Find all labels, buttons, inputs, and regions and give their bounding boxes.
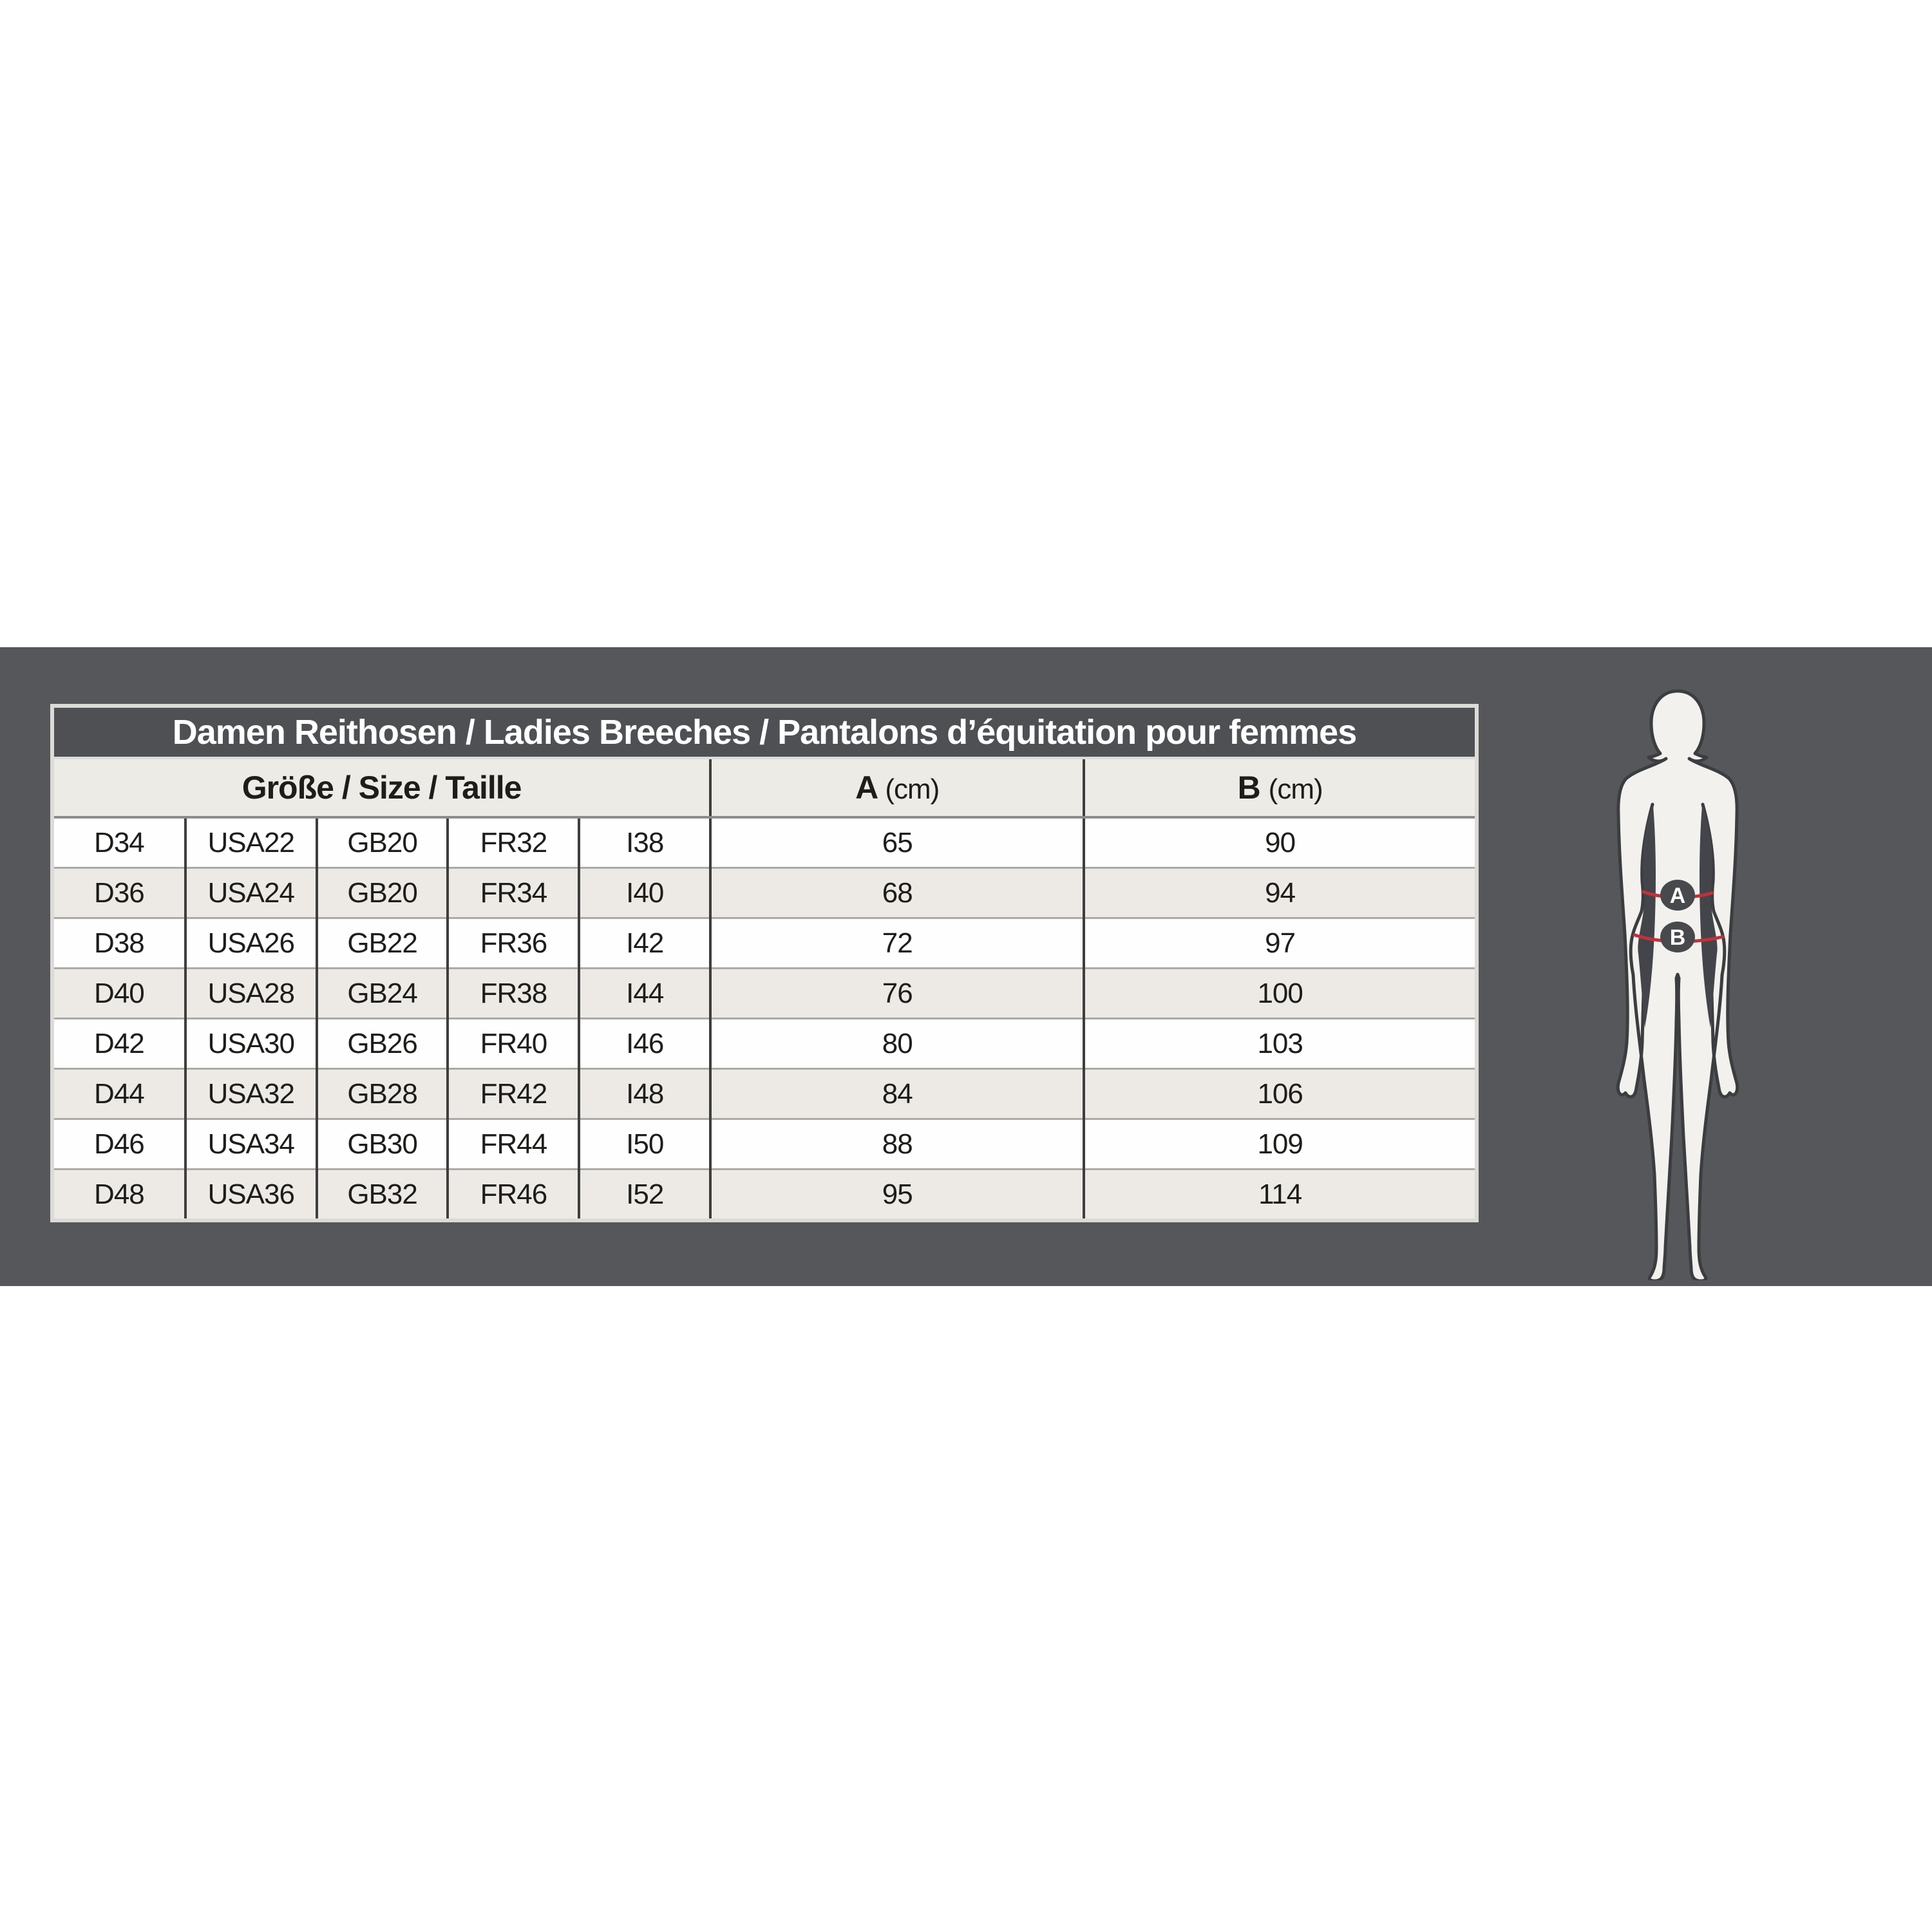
measure-b-cell: 97 xyxy=(1084,918,1475,969)
measure-b-cell: 106 xyxy=(1084,1069,1475,1119)
size-d-cell: D44 xyxy=(54,1069,185,1119)
size-gb-cell: GB20 xyxy=(317,868,448,918)
size-d-cell: D42 xyxy=(54,1019,185,1069)
size-header: Größe / Size / Taille xyxy=(54,758,710,817)
measure-b-cell: 103 xyxy=(1084,1019,1475,1069)
size-gb-cell: GB24 xyxy=(317,969,448,1019)
size-i-cell: I52 xyxy=(579,1170,710,1219)
size-i-cell: I44 xyxy=(579,969,710,1019)
size-fr-cell: FR40 xyxy=(448,1019,579,1069)
marker-a-label: A xyxy=(1669,884,1686,908)
size-fr-cell: FR44 xyxy=(448,1119,579,1170)
column-b-header: B (cm) xyxy=(1084,758,1475,817)
size-fr-cell: FR36 xyxy=(448,918,579,969)
measure-b-cell: 109 xyxy=(1084,1119,1475,1170)
size-i-cell: I38 xyxy=(579,817,710,868)
size-fr-cell: FR42 xyxy=(448,1069,579,1119)
table-title: Damen Reithosen / Ladies Breeches / Pantalons d’équitation pour femmes xyxy=(54,708,1475,758)
measure-b-cell: 114 xyxy=(1084,1170,1475,1219)
column-a-header: A (cm) xyxy=(710,758,1084,817)
size-usa-cell: USA32 xyxy=(185,1069,317,1119)
size-chart-table xyxy=(50,704,1479,1222)
measure-a-cell: 84 xyxy=(710,1069,1084,1119)
table-row xyxy=(54,1019,1475,1069)
size-usa-cell: USA34 xyxy=(185,1119,317,1170)
table-row xyxy=(54,1119,1475,1170)
table-title-row xyxy=(54,708,1475,758)
size-fr-cell: FR32 xyxy=(448,817,579,868)
size-gb-cell: GB26 xyxy=(317,1019,448,1069)
measure-a-cell: 68 xyxy=(710,868,1084,918)
size-gb-cell: GB22 xyxy=(317,918,448,969)
size-fr-cell: FR38 xyxy=(448,969,579,1019)
body-measurement-figure xyxy=(1604,688,1752,1280)
size-i-cell: I48 xyxy=(579,1069,710,1119)
size-gb-cell: GB30 xyxy=(317,1119,448,1170)
table-row xyxy=(54,868,1475,918)
measure-a-cell: 76 xyxy=(710,969,1084,1019)
female-silhouette xyxy=(1618,691,1737,1280)
size-usa-cell: USA24 xyxy=(185,868,317,918)
measure-a-cell: 88 xyxy=(710,1119,1084,1170)
size-i-cell: I40 xyxy=(579,868,710,918)
table-row xyxy=(54,1069,1475,1119)
size-gb-cell: GB32 xyxy=(317,1170,448,1219)
measure-b-cell: 90 xyxy=(1084,817,1475,868)
size-usa-cell: USA30 xyxy=(185,1019,317,1069)
size-fr-cell: FR46 xyxy=(448,1170,579,1219)
size-i-cell: I42 xyxy=(579,918,710,969)
size-usa-cell: USA28 xyxy=(185,969,317,1019)
measure-b-cell: 100 xyxy=(1084,969,1475,1019)
table-row xyxy=(54,817,1475,868)
size-d-cell: D46 xyxy=(54,1119,185,1170)
size-usa-cell: USA22 xyxy=(185,817,317,868)
size-i-cell: I50 xyxy=(579,1119,710,1170)
size-d-cell: D40 xyxy=(54,969,185,1019)
measure-b-cell: 94 xyxy=(1084,868,1475,918)
size-usa-cell: USA36 xyxy=(185,1170,317,1219)
measure-a-cell: 80 xyxy=(710,1019,1084,1069)
table-row xyxy=(54,1170,1475,1219)
table-row xyxy=(54,918,1475,969)
size-d-cell: D38 xyxy=(54,918,185,969)
size-gb-cell: GB20 xyxy=(317,817,448,868)
marker-b-label: B xyxy=(1669,925,1686,950)
measure-a-cell: 72 xyxy=(710,918,1084,969)
size-fr-cell: FR34 xyxy=(448,868,579,918)
size-i-cell: I46 xyxy=(579,1019,710,1069)
measure-a-cell: 65 xyxy=(710,817,1084,868)
size-d-cell: D34 xyxy=(54,817,185,868)
size-gb-cell: GB28 xyxy=(317,1069,448,1119)
table-header-row xyxy=(54,758,1475,817)
table-row xyxy=(54,969,1475,1019)
size-usa-cell: USA26 xyxy=(185,918,317,969)
measure-a-cell: 95 xyxy=(710,1170,1084,1219)
size-d-cell: D36 xyxy=(54,868,185,918)
size-d-cell: D48 xyxy=(54,1170,185,1219)
